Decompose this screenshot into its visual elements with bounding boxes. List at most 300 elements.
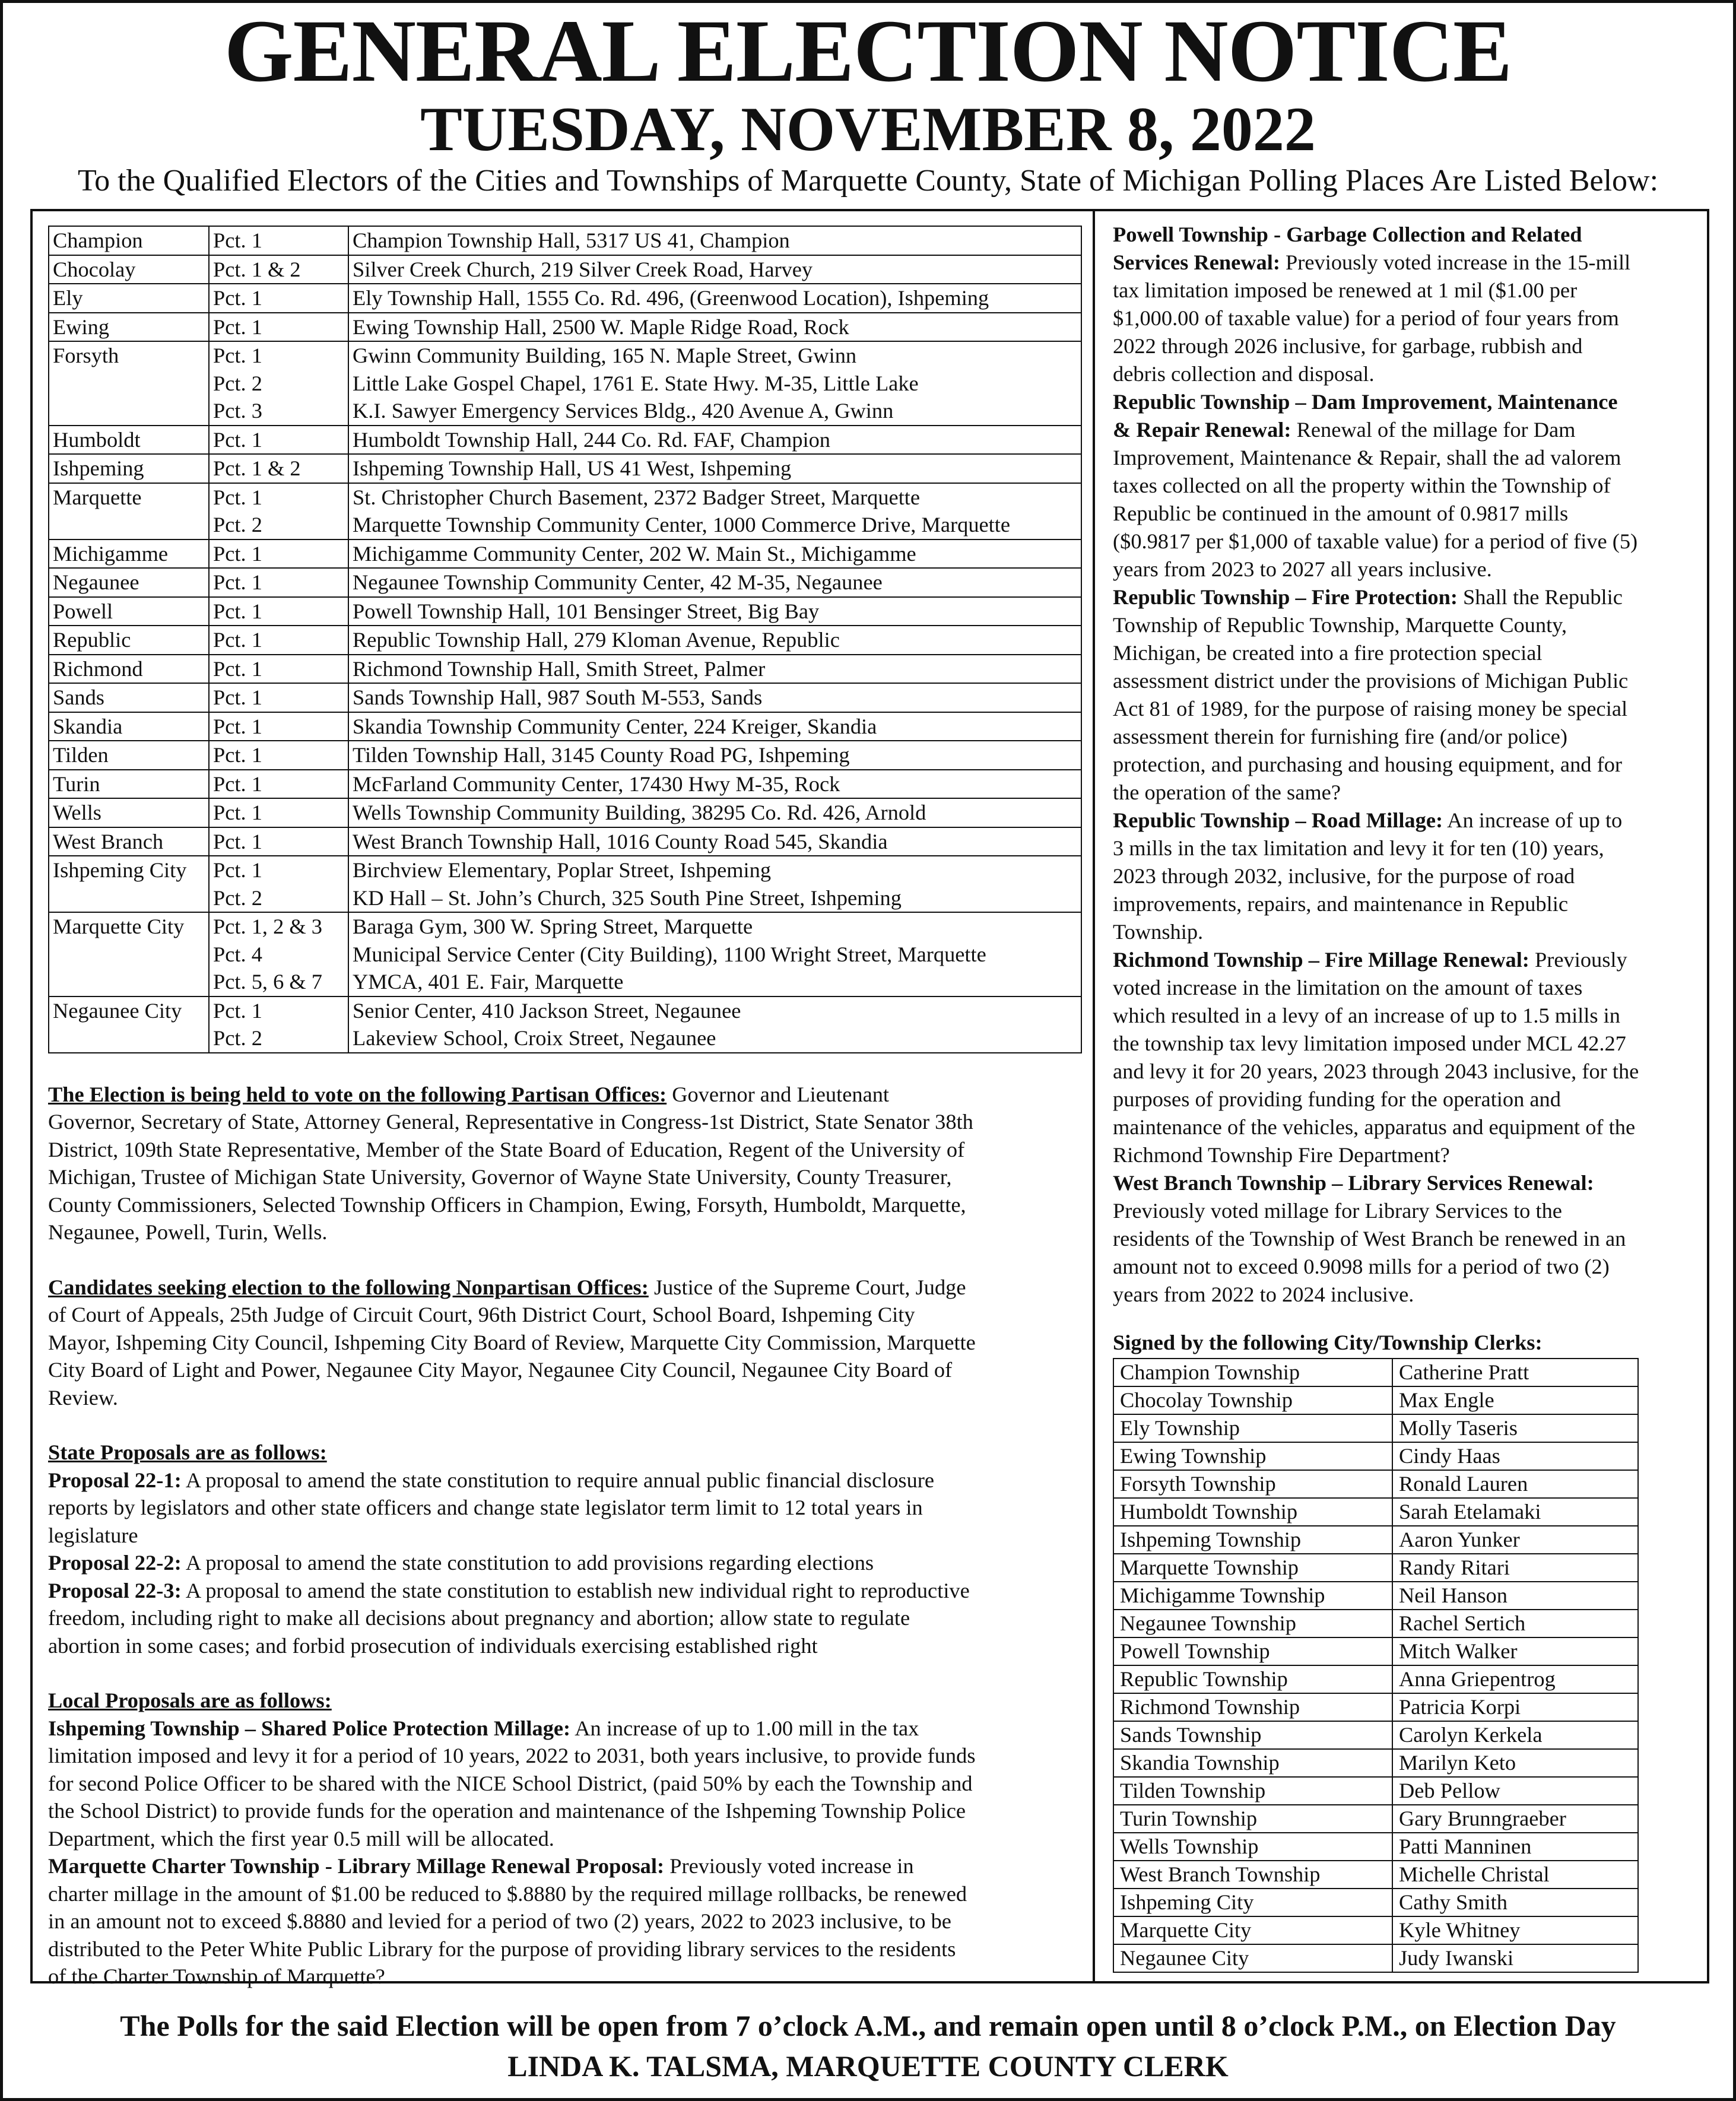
local-proposals-section <box>48 1687 1081 1991</box>
table-row <box>49 226 1081 255</box>
partisan-text: County Commissioners, Selected Township Officers in Champion, Ewing, Forsyth, Humboldt, Marquette, <box>48 1192 966 1217</box>
clerk-name: Neil Hanson <box>1392 1582 1638 1610</box>
polling-place-name: Republic <box>53 628 131 652</box>
polling-location: K.I. Sawyer Emergency Services Bldg., 420 Avenue A, Gwinn <box>353 399 894 423</box>
location-cell <box>348 226 1081 255</box>
table-row <box>49 313 1081 342</box>
polling-location: Ewing Township Hall, 2500 W. Maple Ridge Road, Rock <box>353 315 849 339</box>
proposal-text: Previously voted millage for Library Services to the <box>1113 1199 1562 1223</box>
polling-place-name: Richmond <box>53 656 143 681</box>
table-row <box>1113 1470 1638 1498</box>
clerk-jurisdiction: Marquette City <box>1113 1916 1392 1944</box>
precinct-cell <box>209 597 348 626</box>
clerk-name: Kyle Whitney <box>1392 1916 1638 1944</box>
polling-place-name: Forsyth <box>53 344 119 367</box>
clerk-jurisdiction: Ishpeming Township <box>1113 1526 1392 1554</box>
proposal-first-line <box>1113 1169 1700 1197</box>
polling-place-name: West Branch <box>53 829 164 853</box>
polling-place-cell <box>49 770 209 799</box>
precinct-label: Pct. 1 <box>213 228 262 252</box>
column-divider <box>1093 211 1095 1981</box>
polling-location: Michigamme Community Center, 202 W. Main St., Michigamme <box>353 541 916 566</box>
polling-location: Republic Township Hall, 279 Kloman Avenue, Republic <box>353 628 840 652</box>
polling-place-cell <box>49 683 209 712</box>
proposal-first-line <box>48 1715 1081 1743</box>
location-cell <box>348 426 1081 455</box>
table-row <box>49 770 1081 799</box>
proposal-text: assessment district under the provisions of Michigan Public <box>1113 669 1629 693</box>
proposal-text: Act 81 of 1989, for the purpose of raising money be special <box>1113 697 1628 721</box>
proposal-text: Previously <box>1529 948 1627 972</box>
precinct-cell <box>209 341 348 426</box>
table-row <box>1113 1693 1638 1721</box>
table-row <box>49 741 1081 770</box>
table-row <box>1113 1582 1638 1610</box>
precinct-cell <box>209 226 348 255</box>
location-cell <box>348 827 1081 856</box>
precinct-label: Pct. 1 & 2 <box>213 456 301 480</box>
precinct-label: Pct. 1 <box>213 541 262 566</box>
proposal-text: and levy it for 20 years, 2023 through 2043 inclusive, for the <box>1113 1059 1639 1083</box>
polls-hours-notice: The Polls for the said Election will be open from 7 o’clock A.M., and remain open until 8 o’clock P.M., on Election Day <box>120 2009 1616 2042</box>
precinct-cell <box>209 712 348 741</box>
location-cell <box>348 255 1081 284</box>
clerk-name: Anna Griepentrog <box>1392 1665 1638 1693</box>
table-row <box>49 284 1081 313</box>
polling-place-cell <box>49 712 209 741</box>
polling-place-cell <box>49 454 209 483</box>
polling-location: Birchview Elementary, Poplar Street, Ishpeming <box>353 858 772 882</box>
precinct-label: Pct. 1 <box>213 427 262 452</box>
polling-places-table <box>48 226 1082 1053</box>
polling-place-cell <box>49 912 209 996</box>
polling-place-name: Chocolay <box>53 257 136 281</box>
nonpartisan-text: of Court of Appeals, 25th Judge of Circuit Court, 96th District Court, School Board, Ishpeming City <box>48 1303 915 1326</box>
proposal-text: Township. <box>1113 920 1204 944</box>
polling-place-name: Michigamme <box>53 541 169 566</box>
precinct-cell <box>209 454 348 483</box>
polling-place-cell <box>49 856 209 912</box>
right-column <box>1113 221 1700 1973</box>
polling-place-cell <box>49 741 209 770</box>
polling-place-name: Ewing <box>53 315 110 339</box>
polling-place-cell <box>49 626 209 655</box>
precinct-cell <box>209 655 348 684</box>
intro-text: To the Qualified Electors of the Cities and Townships of Marquette County, State of Michigan Polling Places Are Listed Below: <box>77 164 1659 198</box>
polling-location: Baraga Gym, 300 W. Spring Street, Marquette <box>353 915 753 938</box>
clerk-name: Sarah Etelamaki <box>1392 1498 1638 1526</box>
table-row <box>49 426 1081 455</box>
precinct-cell <box>209 568 348 597</box>
location-cell <box>348 770 1081 799</box>
proposal-label: Proposal 22-2: <box>48 1551 182 1575</box>
proposal-text: Department, which the first year 0.5 mill will be allocated. <box>48 1826 554 1851</box>
table-row <box>1113 1359 1638 1386</box>
precinct-label: Pct. 1 <box>213 858 262 882</box>
table-row <box>49 655 1081 684</box>
table-row <box>1113 1665 1638 1693</box>
clerk-jurisdiction: Tilden Township <box>1113 1777 1392 1805</box>
proposal-label: & Repair Renewal: <box>1113 418 1291 442</box>
proposal-text: charter millage in the amount of $1.00 be reduced to $.8880 by the required millage rollbacks, be renewed <box>48 1881 967 1906</box>
proposal-text: Previously voted increase in <box>664 1854 914 1878</box>
table-row <box>1113 1916 1638 1944</box>
proposal-text: An increase of up to 1.00 mill in the tax <box>570 1716 919 1740</box>
proposal-label: Republic Township – Fire Protection: <box>1113 585 1458 609</box>
proposal-text: A proposal to amend the state constitution to establish new individual right to reproductive <box>181 1578 970 1602</box>
content-frame <box>30 209 1709 1988</box>
polling-place-cell <box>49 483 209 539</box>
clerk-name: Max Engle <box>1392 1386 1638 1414</box>
proposal-text: Previously voted increase in the 15-mill <box>1280 250 1631 274</box>
local-proposal <box>48 1852 1081 1991</box>
proposal-text: the School District) to provide funds for the operation and maintenance of the Ishpeming Township Police <box>48 1799 966 1823</box>
partisan-heading: The Election is being held to vote on the following Partisan Offices: <box>48 1082 667 1106</box>
precinct-cell <box>209 626 348 655</box>
nonpartisan-offices-section <box>48 1274 1081 1412</box>
polling-location: Marquette Township Community Center, 1000 Commerce Drive, Marquette <box>353 513 1011 537</box>
clerk-jurisdiction: West Branch Township <box>1113 1861 1392 1889</box>
polling-place-name: Humboldt <box>53 427 141 452</box>
location-cell <box>348 626 1081 655</box>
precinct-label: Pct. 1 <box>213 743 262 767</box>
precinct-label: Pct. 1 <box>213 344 262 367</box>
clerk-name: Rachel Sertich <box>1392 1610 1638 1637</box>
notice-title: GENERAL ELECTION NOTICE <box>224 2 1512 100</box>
proposal-text: in an amount not to exceed $.8880 and levied for a period of two (2) years, 2022 to 2023 inclusive, to be <box>48 1909 951 1933</box>
proposal-label: Richmond Township – Fire Millage Renewal: <box>1113 948 1529 972</box>
polling-location: Municipal Service Center (City Building), 1100 Wright Street, Marquette <box>353 942 986 966</box>
table-row <box>1113 1889 1638 1916</box>
location-cell <box>348 655 1081 684</box>
state-proposals-heading: State Proposals are as follows: <box>48 1440 327 1464</box>
proposal-text: ($0.9817 per $1,000 of taxable value) for a period of five (5) <box>1113 529 1638 553</box>
location-cell <box>348 996 1081 1053</box>
township-proposal <box>1113 583 1700 807</box>
clerk-name: Deb Pellow <box>1392 1777 1638 1805</box>
township-proposal <box>1113 221 1700 388</box>
precinct-label: Pct. 1 & 2 <box>213 257 301 281</box>
township-proposal <box>1113 946 1700 1169</box>
clerk-jurisdiction: Negaunee City <box>1113 1944 1392 1972</box>
proposal-text: amount not to exceed 0.9098 mills for a period of two (2) <box>1113 1255 1610 1278</box>
clerk-name: Gary Brunngraeber <box>1392 1805 1638 1833</box>
partisan-text: Negaunee, Powell, Turin, Wells. <box>48 1220 328 1244</box>
proposal-text: voted increase in the limitation on the amount of taxes <box>1113 976 1583 999</box>
table-row <box>49 856 1081 912</box>
precinct-label: Pct. 1 <box>213 685 262 709</box>
precinct-cell <box>209 539 348 569</box>
polling-location: Tilden Township Hall, 3145 County Road PG, Ishpeming <box>353 743 850 767</box>
polling-location: Little Lake Gospel Chapel, 1761 E. State Hwy. M-35, Little Lake <box>353 371 919 395</box>
proposal-text: Renewal of the millage for Dam <box>1291 418 1576 442</box>
clerk-jurisdiction: Skandia Township <box>1113 1749 1392 1777</box>
precinct-label: Pct. 1 <box>213 315 262 339</box>
polling-place-cell <box>49 341 209 426</box>
table-row <box>49 996 1081 1053</box>
precinct-label: Pct. 1 <box>213 599 262 623</box>
clerk-name: Marilyn Keto <box>1392 1749 1638 1777</box>
polling-place-name: Wells <box>53 801 101 824</box>
partisan-text: Governor, Secretary of State, Attorney General, Representative in Congress-1st District, State Senator 38th <box>48 1110 973 1134</box>
local-proposal <box>48 1715 1081 1853</box>
table-row <box>49 683 1081 712</box>
location-cell <box>348 341 1081 426</box>
clerk-jurisdiction: Ely Township <box>1113 1414 1392 1442</box>
precinct-label: Pct. 1 <box>213 998 262 1023</box>
clerk-name: Cathy Smith <box>1392 1889 1638 1916</box>
proposal-text: years from 2022 to 2024 inclusive. <box>1113 1283 1414 1306</box>
proposal-label: Ishpeming Township – Shared Police Protection Millage: <box>48 1716 571 1740</box>
state-proposal <box>48 1577 1081 1660</box>
proposal-text: An increase of up to <box>1443 808 1623 832</box>
table-row <box>49 912 1081 996</box>
polling-place-cell <box>49 284 209 313</box>
clerk-jurisdiction: Turin Township <box>1113 1805 1392 1833</box>
proposal-first-line <box>48 1852 1081 1880</box>
polling-location: Ishpeming Township Hall, US 41 West, Ishpeming <box>353 456 792 480</box>
clerk-name: Carolyn Kerkela <box>1392 1721 1638 1749</box>
proposal-text: A proposal to amend the state constitution to require annual public financial disclosure <box>181 1468 935 1492</box>
polling-place-name: Skandia <box>53 714 123 738</box>
clerk-jurisdiction: Forsyth Township <box>1113 1470 1392 1498</box>
location-cell <box>348 284 1081 313</box>
proposal-text: improvements, repairs, and maintenance in Republic <box>1113 892 1568 916</box>
proposal-text: A proposal to amend the state constitution to add provisions regarding elections <box>181 1551 874 1575</box>
clerk-jurisdiction: Humboldt Township <box>1113 1498 1392 1526</box>
table-row <box>1113 1861 1638 1889</box>
state-proposal <box>48 1467 1081 1550</box>
table-row <box>1113 1721 1638 1749</box>
table-row <box>1113 1637 1638 1665</box>
table-row <box>49 341 1081 426</box>
precinct-cell <box>209 912 348 996</box>
proposal-text: which resulted in a levy of an increase of up to 1.5 mills in <box>1113 1004 1620 1027</box>
precinct-cell <box>209 741 348 770</box>
precinct-label: Pct. 1, 2 & 3 <box>213 915 322 938</box>
proposal-label: Proposal 22-3: <box>48 1578 182 1602</box>
precinct-cell <box>209 856 348 912</box>
proposal-text: 3 mills in the tax limitation and levy it for ten (10) years, <box>1113 836 1604 860</box>
precinct-label: Pct. 4 <box>213 942 262 966</box>
polling-place-cell <box>49 798 209 827</box>
proposal-text: $1,000.00 of taxable value) for a period of four years from <box>1113 306 1619 330</box>
precinct-cell <box>209 770 348 799</box>
polling-place-name: Marquette <box>53 485 142 509</box>
clerk-name: Judy Iwanski <box>1392 1944 1638 1972</box>
polling-location: West Branch Township Hall, 1016 County Road 545, Skandia <box>353 829 888 853</box>
table-row <box>1113 1498 1638 1526</box>
clerk-name: Michelle Christal <box>1392 1861 1638 1889</box>
clerk-jurisdiction: Wells Township <box>1113 1833 1392 1861</box>
precinct-label: Pct. 1 <box>213 286 262 310</box>
polling-place-cell <box>49 827 209 856</box>
proposal-text: purposes of providing funding for the operation and <box>1113 1087 1561 1111</box>
proposal-text: assessment therein for furnishing fire (and/or police) <box>1113 725 1567 748</box>
table-row <box>1113 1777 1638 1805</box>
precinct-cell <box>209 313 348 342</box>
nonpartisan-text: Review. <box>48 1385 118 1410</box>
precinct-cell <box>209 426 348 455</box>
location-cell <box>348 597 1081 626</box>
table-row <box>1113 1442 1638 1470</box>
table-row <box>1113 1610 1638 1637</box>
table-row <box>49 827 1081 856</box>
clerk-name: Cindy Haas <box>1392 1442 1638 1470</box>
polling-place-cell <box>49 426 209 455</box>
polling-location: Wells Township Community Building, 38295 Co. Rd. 426, Arnold <box>353 801 926 824</box>
partisan-text: Michigan, Trustee of Michigan State University, Governor of Wayne State University, County Treasurer, <box>48 1165 952 1189</box>
proposal-label: Services Renewal: <box>1113 250 1280 274</box>
polling-location: St. Christopher Church Basement, 2372 Badger Street, Marquette <box>353 485 921 509</box>
proposal-label: West Branch Township – Library Services Renewal: <box>1113 1171 1594 1195</box>
partisan-offices-section <box>48 1081 1081 1246</box>
clerk-jurisdiction: Marquette Township <box>1113 1554 1392 1582</box>
left-column <box>48 226 1081 1991</box>
location-cell <box>348 912 1081 996</box>
polling-location: Champion Township Hall, 5317 US 41, Champion <box>353 228 790 252</box>
proposal-text: distributed to the Peter White Public Library for the purpose of providing library services to the residents <box>48 1937 956 1961</box>
proposal-text: protection, and purchasing and housing equipment, and for <box>1113 753 1623 776</box>
polling-location: Powell Township Hall, 101 Bensinger Street, Big Bay <box>353 599 820 623</box>
nonpartisan-text: City Board of Light and Power, Negaunee City Mayor, Negaunee City Council, Negaunee City Board of <box>48 1358 953 1382</box>
precinct-cell <box>209 284 348 313</box>
precinct-label: Pct. 1 <box>213 485 262 509</box>
clerk-name: Ronald Lauren <box>1392 1470 1638 1498</box>
polling-location: Gwinn Community Building, 165 N. Maple Street, Gwinn <box>353 344 857 367</box>
clerk-name: Patti Manninen <box>1392 1833 1638 1861</box>
proposal-text: taxes collected on all the property within the Township of <box>1113 474 1611 497</box>
partisan-text: District, 109th State Representative, Member of the State Board of Education, Regent of the University of <box>48 1137 965 1161</box>
precinct-label: Pct. 1 <box>213 570 262 594</box>
location-cell <box>348 712 1081 741</box>
polling-place-cell <box>49 539 209 569</box>
election-date: TUESDAY, NOVEMBER 8, 2022 <box>420 94 1316 164</box>
clerk-jurisdiction: Sands Township <box>1113 1721 1392 1749</box>
polling-location: Silver Creek Church, 219 Silver Creek Road, Harvey <box>353 257 813 281</box>
clerk-name: Molly Taseris <box>1392 1414 1638 1442</box>
polling-place-name: Tilden <box>53 743 109 767</box>
proposal-text: reports by legislators and other state officers and change state legislator term limit to 12 total years in <box>48 1496 923 1519</box>
proposal-text: of the Charter Township of Marquette? <box>48 1964 385 1988</box>
proposal-text: limitation imposed and levy it for a period of 10 years, 2022 to 2031, both years inclusive, to provide funds <box>48 1744 976 1767</box>
polling-place-name: Champion <box>53 228 143 252</box>
location-cell <box>348 856 1081 912</box>
clerk-name: Patricia Korpi <box>1392 1693 1638 1721</box>
proposal-text: freedom, including right to make all decisions about pregnancy and abortion; allow state to regulate <box>48 1606 910 1630</box>
proposal-label: Republic Township – Dam Improvement, Maintenance <box>1113 390 1618 414</box>
nonpartisan-text: Mayor, Ishpeming City Council, Ishpeming City Board of Review, Marquette City Commission, Marquette <box>48 1330 976 1354</box>
precinct-label: Pct. 2 <box>213 886 262 910</box>
polling-place-name: Negaunee <box>53 570 139 594</box>
precinct-label: Pct. 5, 6 & 7 <box>213 970 322 994</box>
polling-location: Humboldt Township Hall, 244 Co. Rd. FAF, Champion <box>353 427 830 452</box>
table-row <box>49 626 1081 655</box>
location-cell <box>348 539 1081 569</box>
proposal-text: for second Police Officer to be shared with the NICE School District, (paid 50% by each the Township and <box>48 1771 973 1795</box>
proposal-text: the operation of the same? <box>1113 780 1341 804</box>
nonpartisan-text: Justice of the Supreme Court, Judge <box>648 1275 966 1299</box>
polling-place-name: Turin <box>53 772 100 796</box>
proposal-label: Republic Township – Road Millage: <box>1113 808 1443 832</box>
clerk-name: Randy Ritari <box>1392 1554 1638 1582</box>
location-cell <box>348 568 1081 597</box>
precinct-label: Pct. 1 <box>213 801 262 824</box>
clerks-table <box>1113 1358 1639 1973</box>
table-row <box>49 712 1081 741</box>
table-row <box>1113 1554 1638 1582</box>
proposal-first-line <box>1113 946 1700 974</box>
table-row <box>49 568 1081 597</box>
polling-place-cell <box>49 597 209 626</box>
location-cell <box>348 313 1081 342</box>
proposal-text: 2023 through 2032, inclusive, for the purpose of road <box>1113 864 1575 888</box>
table-row <box>49 597 1081 626</box>
polling-location: Ely Township Hall, 1555 Co. Rd. 496, (Greenwood Location), Ishpeming <box>353 286 989 310</box>
proposal-label: Powell Township - Garbage Collection and Related <box>1113 223 1582 246</box>
location-cell <box>348 683 1081 712</box>
township-proposal <box>1113 388 1700 583</box>
proposal-text: Richmond Township Fire Department? <box>1113 1143 1450 1167</box>
proposal-first-line <box>1113 583 1700 611</box>
polling-place-name: Negaunee City <box>53 998 182 1023</box>
table-row <box>1113 1749 1638 1777</box>
polling-place-cell <box>49 568 209 597</box>
state-proposals-section <box>48 1439 1081 1659</box>
polling-location: Sands Township Hall, 987 South M-553, Sands <box>353 685 763 709</box>
county-clerk-signature: LINDA K. TALSMA, MARQUETTE COUNTY CLERK <box>507 2049 1229 2083</box>
polling-location: KD Hall – St. John’s Church, 325 South Pine Street, Ishpeming <box>353 886 902 910</box>
partisan-text: Governor and Lieutenant <box>667 1082 890 1106</box>
proposal-label: Marquette Charter Township - Library Millage Renewal Proposal: <box>48 1854 665 1878</box>
precinct-label: Pct. 2 <box>213 371 262 395</box>
proposal-text: 2022 through 2026 inclusive, for garbage, rubbish and <box>1113 334 1583 358</box>
table-row <box>1113 1414 1638 1442</box>
table-row <box>49 483 1081 539</box>
proposal-text: legislature <box>48 1523 138 1547</box>
clerk-jurisdiction: Ishpeming City <box>1113 1889 1392 1916</box>
proposal-label: Proposal 22-1: <box>48 1468 182 1492</box>
proposal-first-line <box>1113 416 1700 444</box>
proposal-text: debris collection and disposal. <box>1113 362 1375 386</box>
clerk-jurisdiction: Michigamme Township <box>1113 1582 1392 1610</box>
proposal-text: Michigan, be created into a fire protection special <box>1113 641 1543 665</box>
precinct-cell <box>209 996 348 1053</box>
proposal-text: the township tax levy limitation imposed under MCL 42.27 <box>1113 1032 1626 1055</box>
table-row <box>1113 1944 1638 1972</box>
nonpartisan-heading: Candidates seeking election to the following Nonpartisan Offices: <box>48 1275 649 1299</box>
polling-place-name: Ishpeming <box>53 456 144 480</box>
precinct-label: Pct. 1 <box>213 628 262 652</box>
clerks-heading: Signed by the following City/Township Clerks: <box>1113 1331 1543 1354</box>
precinct-cell <box>209 255 348 284</box>
proposal-text: maintenance of the vehicles, apparatus and equipment of the <box>1113 1115 1636 1139</box>
table-row <box>1113 1386 1638 1414</box>
clerk-jurisdiction: Richmond Township <box>1113 1693 1392 1721</box>
proposal-first-line <box>48 1549 1081 1577</box>
table-row <box>49 255 1081 284</box>
polling-location: Lakeview School, Croix Street, Negaunee <box>353 1026 716 1050</box>
proposal-text: tax limitation imposed be renewed at 1 mil ($1.00 per <box>1113 278 1578 302</box>
polling-location: Skandia Township Community Center, 224 Kreiger, Skandia <box>353 714 877 738</box>
table-row <box>49 454 1081 483</box>
polling-place-cell <box>49 226 209 255</box>
precinct-cell <box>209 483 348 539</box>
precinct-label: Pct. 1 <box>213 714 262 738</box>
table-row <box>1113 1526 1638 1554</box>
township-proposals <box>1113 221 1700 1309</box>
polling-location: Negaunee Township Community Center, 42 M-35, Negaunee <box>353 570 883 594</box>
